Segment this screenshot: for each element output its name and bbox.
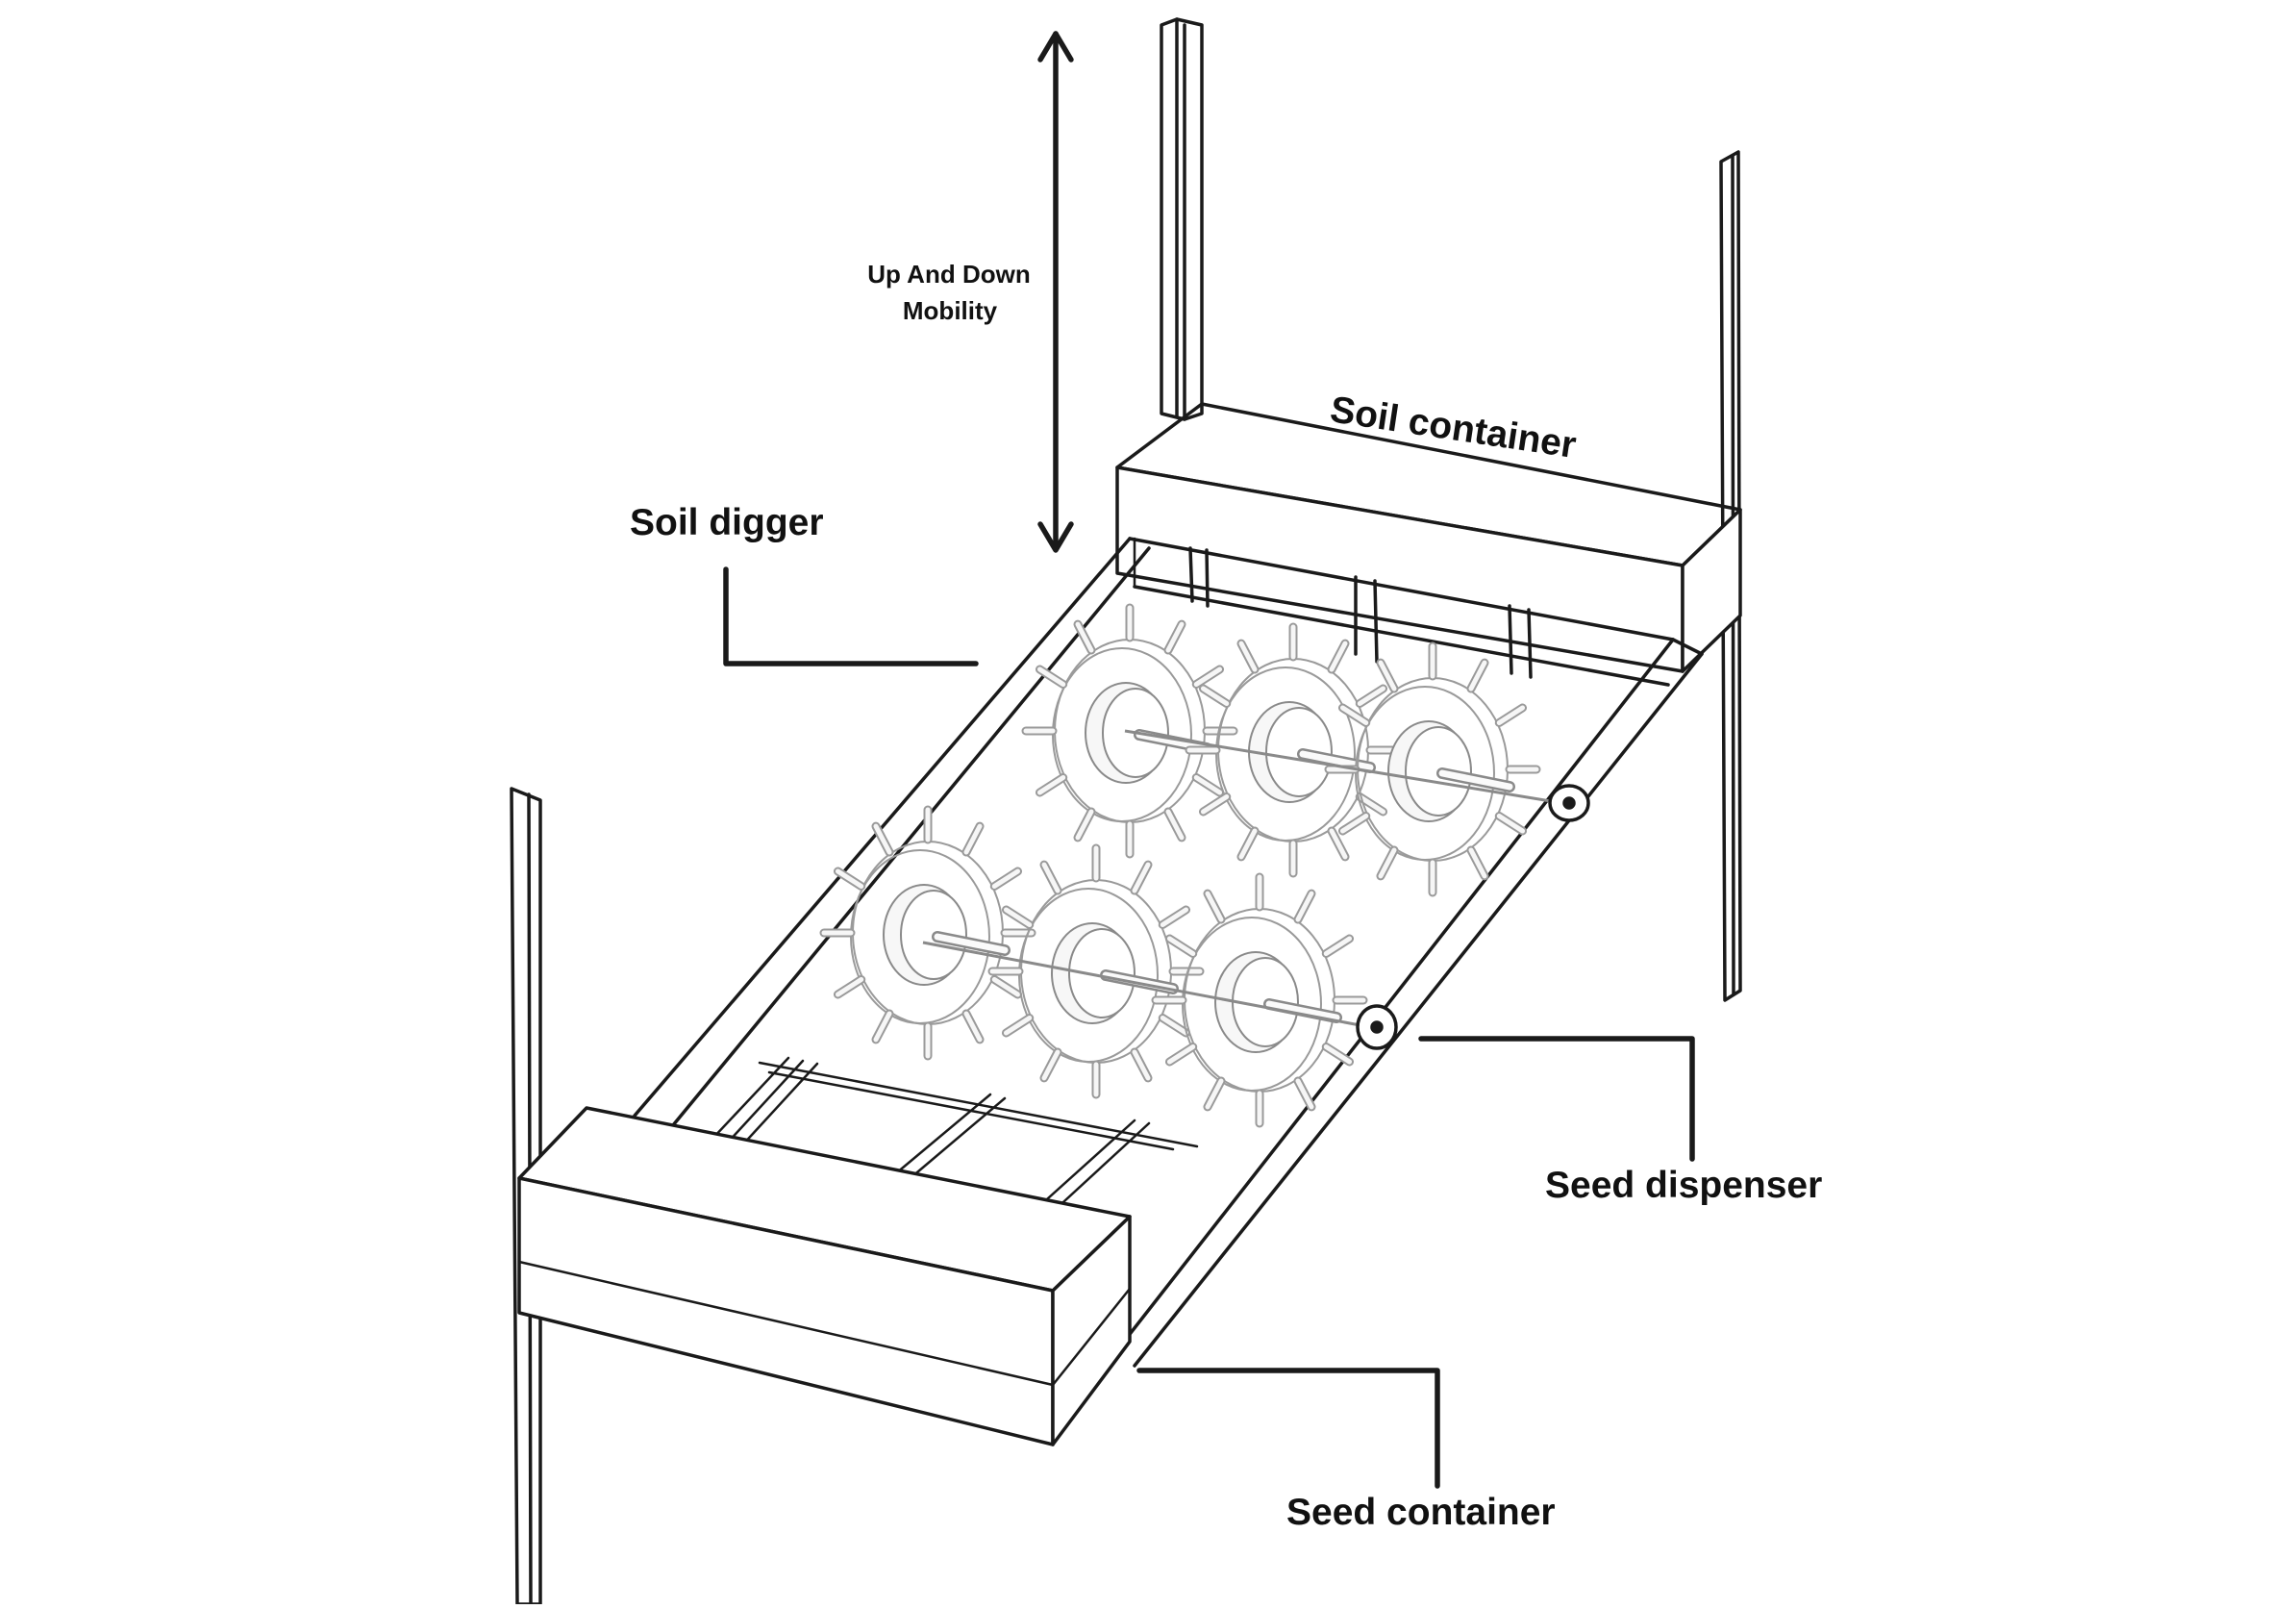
seed-container-label: Seed container: [1286, 1492, 1556, 1533]
seed-container-box: [519, 1108, 1130, 1445]
wheel-axle: [1125, 731, 1562, 803]
axle-pulley-front: [1358, 1006, 1396, 1048]
seed-dispenser-leader-line: [1421, 1039, 1692, 1159]
soil-container-label: Soil container: [1327, 389, 1580, 467]
mobility-label-line1: Up And Down: [867, 260, 1031, 289]
soil-digger-leader-line: [726, 569, 976, 664]
seed-dispenser-label: Seed dispenser: [1545, 1165, 1823, 1206]
seed-container-leader-line: [1139, 1370, 1437, 1486]
digger-wheel: [1189, 627, 1397, 873]
soil-digger-wheels: [824, 608, 1562, 1123]
axle-pulley-rear: [1550, 786, 1588, 820]
mobility-label-line2: Mobility: [902, 296, 998, 325]
digger-wheel: [824, 810, 1032, 1056]
support-post-back-left: [1161, 19, 1202, 419]
soil-digger-label: Soil digger: [630, 502, 824, 543]
mobility-arrow: [1040, 34, 1071, 550]
